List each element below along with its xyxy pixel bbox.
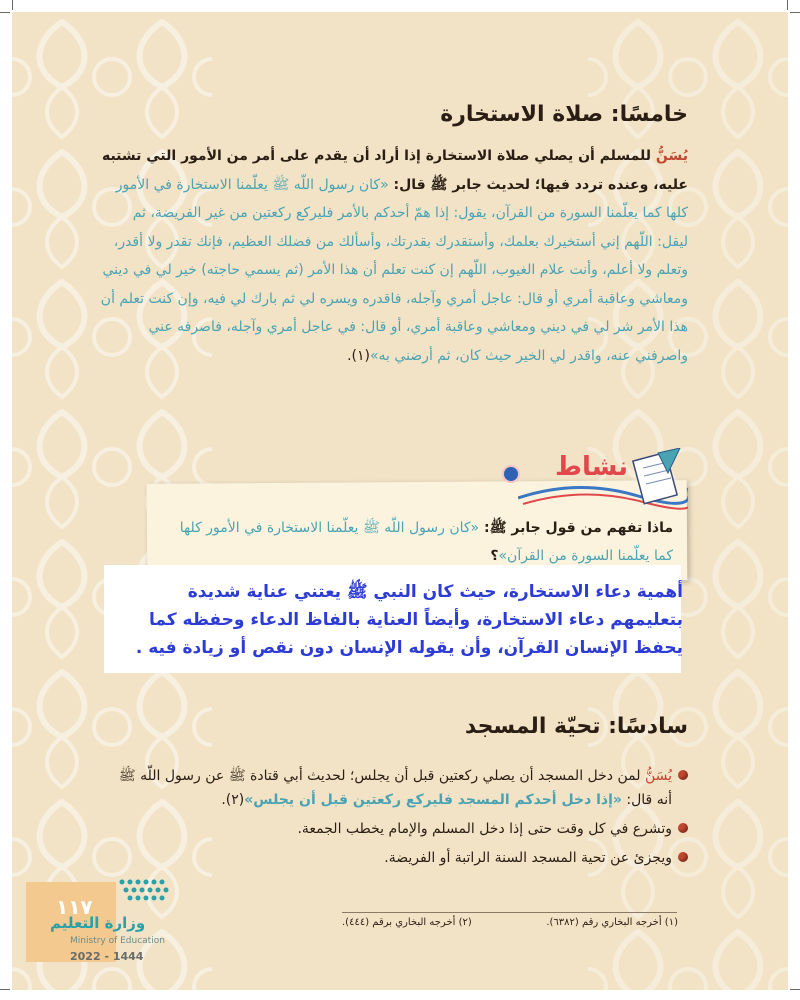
- question-quote: «كان رسول اللّه ﷺ يعلّمنا الاستخارة في الأمور كلها كما يعلّمنا السورة من القرآن»: [179, 520, 673, 564]
- section-title-tahiyyat: سادسًا: تحيّة المسجد: [464, 714, 688, 739]
- footnote-ref: (١).: [347, 347, 370, 364]
- tahiyyat-list: [117, 764, 688, 875]
- item-text: ويجزئ عن تحية المسجد السنة الراتبة أو الفريضة.: [384, 850, 672, 866]
- footnote-2: (٢) أخرجه البخاري برقم (٤٤٤).: [342, 917, 472, 928]
- ministry-name-arabic: وزارة التعليم: [50, 914, 146, 932]
- crop-mark: [787, 0, 788, 10]
- list-item: [117, 846, 688, 870]
- istikhara-paragraph: [100, 142, 688, 370]
- list-item: [117, 764, 688, 812]
- crop-mark: [0, 12, 10, 13]
- bullet-icon: [678, 852, 688, 862]
- ministry-name-english: Ministry of Education: [70, 936, 165, 946]
- item-text: وتشرع في كل وقت حتى إذا دخل المسلم والإمام يخطب الجمعة.: [297, 821, 672, 837]
- footnotes: [342, 917, 678, 928]
- hadith-quote: «إذا دخل أحدكم المسجد فليركع ركعتين قبل أن يجلس»: [244, 792, 622, 808]
- hadith-quote: «كان رسول اللّه ﷺ يعلّمنا الاستخارة في الأمور كلها كما يعلّمنا السورة من القرآن، يقول: إذا همّ أحدكم بالأمر فليركع ركعتين من غير الفريضة، ثم ليقل: اللّهم إني أستخيرك بعلمك، وأستقدرك بقدرتك، وأسألك من فضلك العظيم، فإنك تقدر ولا أقدر، وتعلم ولا أعلم، وأنت علام الغيوب، اللّهم إن كنت تعلم أن هذا الأمر (ثم يسمي حاجته) خير لي في ديني ومعاشي وعاقبة أمري أو قال: عاجل أمري وآجله، فاقدره ويسره لي ثم بارك لي فيه، وإن كنت تعلم أن هذا الأمر شر لي في ديني ومعاشي وعاقبة أمري، أو قال: في عاجل أمري وآجله، فاصرفه عني واصرفني عنه، واقدر لي الخير حيث كان، ثم أرضني به»: [100, 176, 688, 364]
- activity-bullet-dot: [502, 465, 520, 483]
- textbook-page: [12, 12, 788, 990]
- activity-question: [162, 514, 673, 570]
- ministry-logo-icon: [116, 874, 176, 914]
- page-number: ١١٧: [56, 895, 93, 919]
- activity-title: نشاط: [555, 452, 628, 482]
- paragraph-intro-text: للمسلم أن يصلي صلاة الاستخارة إذا أراد أن يقدم على أمر من الأمور التي تشتبه عليه، وعنده تردد فيها؛ لحديث جابر ﷺ قال:: [101, 148, 688, 193]
- sunnah-keyword: يُسَنُّ: [644, 768, 672, 784]
- bullet-icon: [678, 823, 688, 833]
- crop-mark: [12, 0, 13, 10]
- answer-text[interactable]: أهمية دعاء الاستخارة، حيث كان النبي ﷺ يعتني عناية شديدة بتعليمهم دعاء الاستخارة، وأيضاً العناية بالفاظ الدعاء وحفظه كما يحفظ الإنسان القرآن، وأن يقوله الإنسان دون نقص أو زيادة فيه .: [135, 582, 683, 658]
- footnote-ref: (٢).: [221, 792, 245, 808]
- crop-mark: [0, 989, 10, 990]
- footnote-1: (١) أخرجه البخاري رقم (٦٣٨٢).: [546, 917, 678, 928]
- footnote-divider: [342, 912, 677, 913]
- question-text: ماذا تفهم من قول جابر ﷺ:: [479, 520, 673, 536]
- section-title-istikhara: خامسًا: صلاة الاستخارة: [440, 102, 688, 127]
- crop-mark: [790, 989, 800, 990]
- list-item: [117, 817, 688, 841]
- crop-mark: [790, 12, 800, 13]
- item-text: لمن دخل المسجد أن يصلي ركعتين قبل أن يجلس؛ لحديث أبي قتادة ﷺ عن رسول اللّه ﷺ أنه قال:: [118, 768, 672, 808]
- question-mark: ؟: [490, 548, 499, 564]
- bullet-icon: [678, 770, 688, 780]
- edition-year: 2022 - 1444: [70, 950, 144, 963]
- sunnah-keyword: يُسَنُّ: [655, 148, 688, 164]
